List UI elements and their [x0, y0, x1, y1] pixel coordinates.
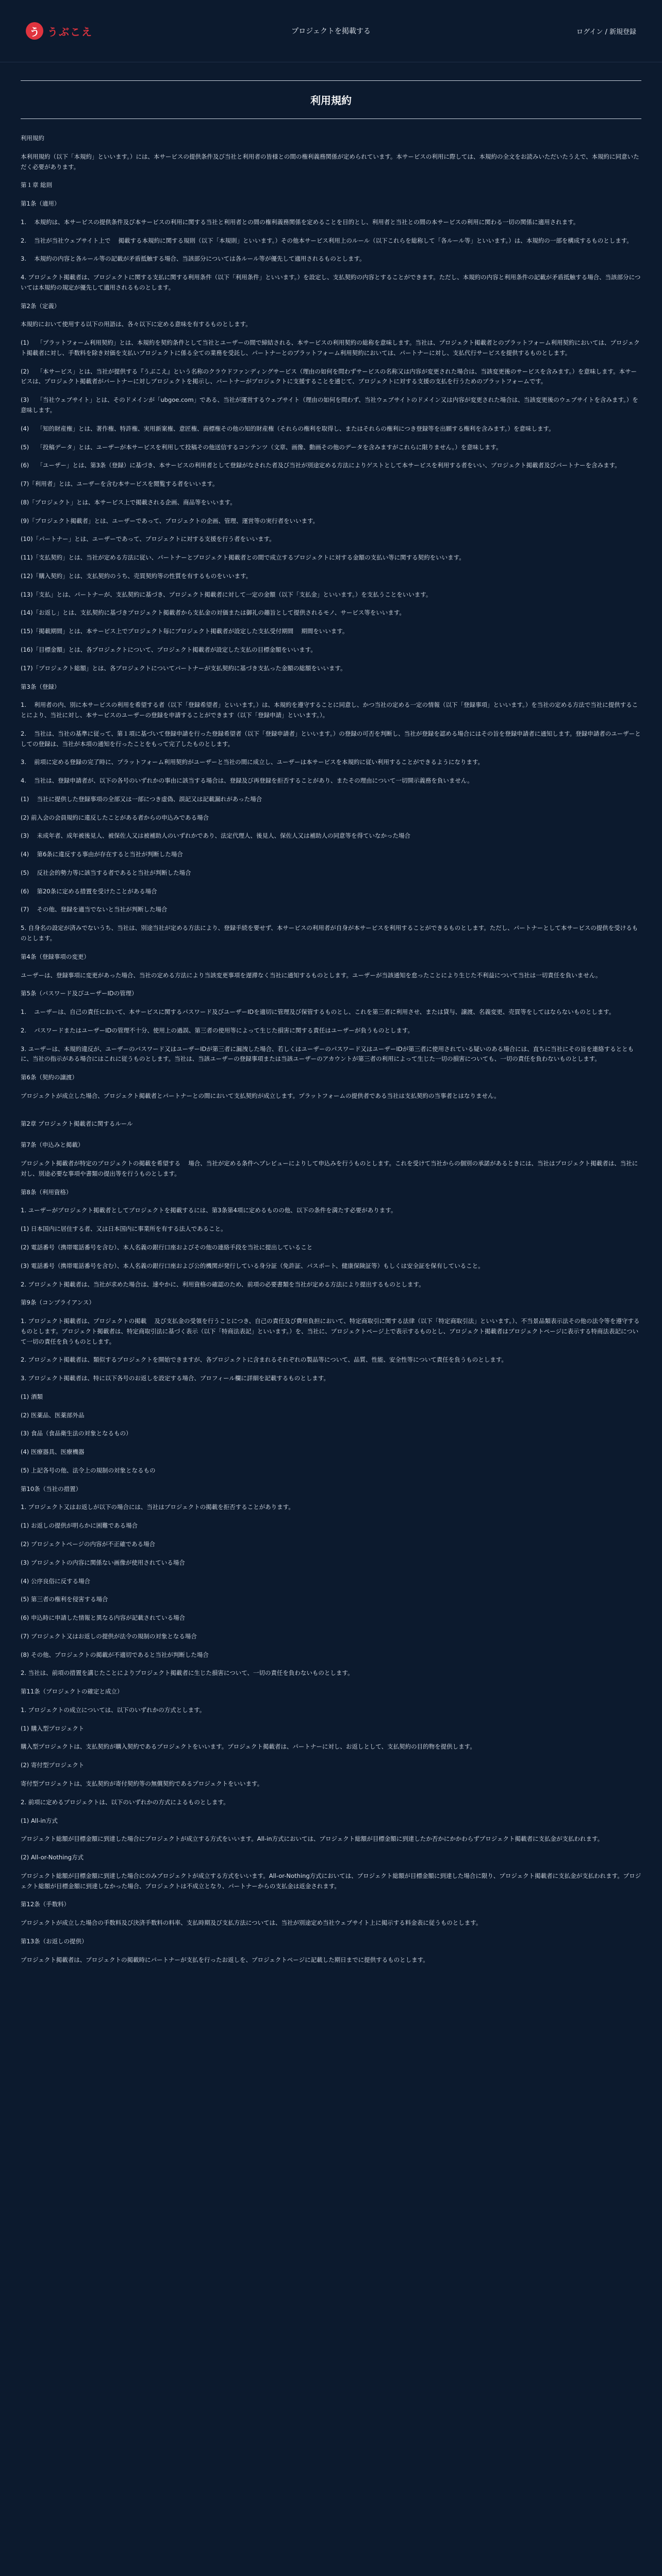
section-heading: 第9条（コンプライアンス） [21, 1299, 95, 1307]
terms-paragraph: 1. プロジェクト又はお返しが以下の場合には、当社はプロジェクトの掲載を拒否することがあります。 [21, 1503, 294, 1511]
terms-paragraph: (6) 申込時に申請した情報と異なる内容が記載されている場合 [21, 1614, 185, 1622]
terms-content [0, 119, 662, 1965]
terms-paragraph: (2) 寄付型プロジェクト [21, 1761, 85, 1769]
terms-paragraph: プロジェクト総額が目標金額に到達した場合にプロジェクトが成立する方式をいいます。All-in方式においては、プロジェクト総額が目標金額に到達したか否かにかかわらずプロジェクト掲載者に支払金が支払われます。 [21, 1835, 604, 1843]
site-logo[interactable] [26, 22, 93, 40]
login-signup-link[interactable]: ログイン / 新規登録 [576, 28, 636, 36]
terms-paragraph: (2) 医薬品、医薬部外品 [21, 1411, 85, 1419]
terms-paragraph: 1. プロジェクト掲載者は、プロジェクトの掲載 及び支払金の受領を行うことにつき、自己の責任及び費用負担において、特定商取引に関する法律（以下「特定商取引法」といいます。）、不当景品類表示法その他の法令等を遵守するものとします。プロジェクト掲載者は、特定商取引法に基づく表示（以下「特商法表記」といいます。）を、当社に、プロジェクトページ上で表示するものとし、プロジェクト掲載者はプロジェクトページに表示する特商法表記について一切の責任を負うものとします。 [21, 1317, 640, 1345]
terms-paragraph: 1. ユーザーがプロジェクト掲載者としてプロジェクトを掲載するには、第3条第4項に定めるものの他、以下の条件を満たす必要があります。 [21, 1207, 397, 1214]
terms-paragraph: (7) その他、登録を適当でないと当社が判断した場合 [21, 906, 168, 913]
terms-paragraph: プロジェクト掲載者は、プロジェクトの掲載時にパートナーが支払を行ったお返しを、プロジェクトページに記載した期日までに提供するものとします。 [21, 1956, 429, 1963]
terms-paragraph: (5) 「投稿データ」とは、ユーザーが本サービスを利用して投稿その他送信するコンテンツ（文章、画像、動画その他のデータを含みますがこれらに限りません。）を意味します。 [21, 443, 502, 451]
terms-paragraph: (8) その他、プロジェクトの掲載が不適切であると当社が判断した場合 [21, 1651, 209, 1658]
section-heading: 第10条（当社の措置） [21, 1485, 82, 1493]
terms-paragraph: 購入型プロジェクトは、支払契約が購入契約であるプロジェクトをいいます。プロジェクト掲載者は、パートナーに対し、お返しとして、支払契約の目的物を提供します。 [21, 1743, 476, 1751]
terms-paragraph: (14)「お返し」とは、支払契約に基づきプロジェクト掲載者から支払金の対価または御礼の趣旨として提供されるモノ、サービス等をいいます。 [21, 609, 405, 617]
terms-paragraph: (3) 電話番号（携帯電話番号を含む）、本人名義の銀行口座および公的機関が発行している身分証（免許証、パスポート、健康保険証等）もしくは安全証を保有していること。 [21, 1262, 484, 1269]
terms-paragraph: (5) 反社会的勢力等に該当する者であると当社が判断した場合 [21, 869, 191, 876]
terms-paragraph: (4) 公序良俗に反する場合 [21, 1577, 90, 1585]
terms-paragraph: (5) 上記各号の他、法令上の規制の対象となるもの [21, 1466, 156, 1474]
site-header [0, 0, 662, 62]
terms-paragraph: (3) 食品（食品衛生法の対象となるもの） [21, 1430, 132, 1437]
terms-paragraph: 本規約において使用する以下の用語は、各々以下に定める意味を有するものとします。 [21, 320, 252, 328]
terms-paragraph: 3. プロジェクト掲載者は、特に以下各号のお返しを設定する場合、プロフィール欄に詳細を記載するものとします。 [21, 1375, 329, 1382]
terms-paragraph: 本利用規約（以下「本規約」といいます。）には、本サービスの提供条件及び当社と利用者の皆様との間の権利義務関係が定められています。本サービスの利用に際しては、本規約の全文をお読みいただいたうえで、本規約に同意いただく必要があります。 [21, 152, 639, 171]
terms-paragraph: 2. 当社が当社ウェブサイト上で 掲載する本規約に関する規則（以下「本規則」といいます。）その他本サービス利用上のルール（以下これらを総称して「各ルール等」といいます。）は、本規約の一部を構成するものとします。 [21, 236, 633, 244]
terms-paragraph: (9)「プロジェクト掲載者」とは、ユーザーであって、プロジェクトの企画、管理、運営等の実行者をいいます。 [21, 517, 319, 524]
terms-paragraph: (2) 前入会の会員規約に違反したことがある者からの申込みである場合 [21, 814, 209, 821]
terms-paragraph: 1. ユーザーは、自己の責任において、本サービスに関するパスワード及びユーザーIDを適切に管理及び保管するものとし、これを第三者に利用させ、または貸与、譲渡、名義変更、売買等をしてはならないものとします。 [21, 1008, 615, 1016]
page-title: 利用規約 [310, 94, 352, 107]
terms-paragraph: ユーザーは、登録事項に変更があった場合、当社の定める方法により当該変更事項を遅滞なく当社に通知するものとします。ユーザーが当該通知を怠ったことにより生じた不利益について当社は一切責任を負いません。 [21, 971, 602, 979]
terms-paragraph: 3. 前項に定める登録の完了時に、プラットフォーム利用契約がユーザーと当社の間に成立し、ユーザーは本サービスを本規約に従い利用することができるようになります。 [21, 758, 484, 766]
terms-paragraph: プロジェクトが成立した場合、プロジェクト掲載者とパートナーとの間において支払契約が成立します。プラットフォームの提供者である当社は支払契約の当事者とはなりません。 [21, 1092, 500, 1099]
section-heading: 第2条（定義） [21, 302, 60, 310]
terms-paragraph: (2) プロジェクトページの内容が不正確である場合 [21, 1540, 155, 1548]
terms-paragraph: (7) プロジェクト又はお返しの提供が法令の規制の対象となる場合 [21, 1632, 197, 1640]
section-heading: 第11条（プロジェクトの確定と成立） [21, 1688, 123, 1696]
terms-paragraph: (15)「掲載期間」とは、本サービス上でプロジェクト毎にプロジェクト掲載者が設定した支払受付期間 期間をいいます。 [21, 628, 349, 635]
terms-paragraph: (3) 未成年者、成年被後見人、被保佐人又は被補助人のいずれかであり、法定代理人、後見人、保佐人又は補助人の同意等を得ていなかった場合 [21, 832, 410, 840]
terms-paragraph: (1) お返しの提供が明らかに困難である場合 [21, 1522, 138, 1530]
section-heading: 利用規約 [21, 134, 44, 142]
terms-paragraph: (7)「利用者」とは、ユーザーを含む本サービスを閲覧する者をいいます。 [21, 480, 219, 488]
terms-paragraph: (4) 第6条に違反する事由が存在すると当社が判断した場合 [21, 851, 183, 858]
terms-paragraph: 2. 当社は、前項の措置を講じたことによりプロジェクト掲載者に生じた損害について、一切の責任を負わないものとします。 [21, 1669, 354, 1677]
section-heading: 第4条（登録事項の変更） [21, 953, 90, 960]
terms-paragraph: (5) 第三者の権利を侵害する場合 [21, 1596, 108, 1603]
terms-paragraph: (1) 酒類 [21, 1393, 43, 1400]
terms-paragraph: (4) 「知的財産権」とは、著作権、特許権、実用新案権、意匠権、商標権その他の知的財産権（それらの権利を取得し、またはそれらの権利につき登録等を出願する権利を含みます。）を意味します。 [21, 425, 555, 432]
terms-paragraph: 2. 当社は、当社の基準に従って、第１項に基づいて登録申請を行った登録希望者（以下「登録申請者」といいます。）の登録の可否を判断し、当社が登録を認める場合にはその旨を登録申請者に通知します。登録申請者のユーザーとしての登録は、当社が本項の通知を行ったことをもって完了したものとします。 [21, 730, 641, 748]
terms-paragraph: (6) 第20条に定める措置を受けたことがある場合 [21, 887, 157, 895]
terms-paragraph: (16)「目標金額」とは、各プロジェクトについて、プロジェクト掲載者が設定した支払の目標金額をいいます。 [21, 646, 317, 653]
terms-paragraph: プロジェクト総額が目標金額に到達した場合にのみプロジェクトが成立する方式をいいます。All-or-Nothing方式においては、プロジェクト総額が目標金額に到達した場合に限り、プロジェクト掲載者に支払金が支払われます。プロジェクト総額が目標金額に到達しなかった場合、プロジェクトは不成立となり、パートナーからの支払金は返金されます。 [21, 1872, 641, 1890]
section-heading: 第１章 総則 [21, 181, 53, 189]
section-heading: 第8条（利用資格） [21, 1188, 72, 1196]
terms-paragraph: プロジェクト掲載者が特定のプロジェクトの掲載を希望する 場合、当社が定める条件へプレビューによりして申込みを行うものとします。これを受けて当社からの個別の承諾があるときには、当社はプロジェクト掲載者は、当社に対し、別途必要な事項や書類の提出等を行うものとします。 [21, 1160, 638, 1177]
section-heading: 第5条（パスワード及びユーザーIDの管理） [21, 990, 138, 997]
post-project-link[interactable]: プロジェクトを掲載する [291, 27, 371, 36]
terms-paragraph: 2. 前項に定めるプロジェクトは、以下のいずれかの方式によるものとします。 [21, 1798, 229, 1806]
terms-paragraph: 3. ユーザーは、本規約違反が、ユーザーのパスワード又はユーザーIDが第三者に漏洩した場合、若しくはユーザーのパスワード又はユーザーIDが第三者に使用されている疑いのある場合には、直ちに当社にその旨を連絡するとともに、当社の指示がある場合にはこれに従うものとします。当社は、当該ユーザーの登録事項または当該ユーザーのアカウントが第三者の利用によって生じた一切の損害についても、一切の責任を負わないものとします。 [21, 1045, 634, 1063]
terms-paragraph: 2. プロジェクト掲載者は、類似するプロジェクトを開始できますが、各プロジェクトに含まれるそれぞれの製品等について、品質、性能、安全性等について責任を負うものとします。 [21, 1356, 507, 1364]
terms-paragraph: (4) 医療器具、医療機器 [21, 1448, 85, 1456]
terms-paragraph: 2. プロジェクト掲載者は、当社が求めた場合は、速やかに、利用資格の確認のため、前項の必要書類を当社が定める方法により提出するものとします。 [21, 1280, 425, 1288]
terms-paragraph: 1. プロジェクトの成立については、以下のいずれかの方式とします。 [21, 1706, 206, 1714]
section-heading: 第3条（登録） [21, 683, 60, 690]
terms-paragraph: (2) 「本サービス」とは、当社が提供する『うぶこえ』という名称のクラウドファンディングサービス（理由の如何を問わずサービスの名称又は内容が変更された場合は、当該変更後のサービスを含みます。）を意味します。本サービスは、プロジェクト掲載者がパートナーに対しプロジェクトを掲示し、パートナーがプロジェクトに支援することを通じて、プロジェクトに対する支援の支払を行うためのプラットフォームです。 [21, 367, 637, 385]
terms-paragraph: プロジェクトが成立した場合の手数料及び決済手数料の料率、支払時期及び支払方法については、当社が別途定め当社ウェブサイト上に掲示する料金表に従うものとします。 [21, 1919, 482, 1927]
terms-paragraph: 1. 本規約は、本サービスの提供条件及び本サービスの利用に関する当社と利用者との間の権利義務関係を定めることを目的とし、利用者と当社との間の本サービスの利用に関わる一切の関係に適用されます。 [21, 218, 580, 226]
terms-paragraph: 4. プロジェクト掲載者は、プロジェクトに関する支払に関する利用条件（以下「利用条件」といいます。）を設定し、支払契約の内容とすることができます。ただし、本規約の内容と利用条件の記載が矛盾抵触する場合、当該部分については本規約の規定が優先して適用されるものとします。 [21, 274, 641, 291]
section-heading: 第6条（契約の譲渡） [21, 1074, 78, 1081]
terms-paragraph: (6) 「ユーザー」とは、第3条（登録）に基づき、本サービスの利用者として登録がなされた者及び当社が別途定める方法によりゲストとして本サービスを利用する者をいい、プロジェクト掲載者及びパートナーを含みます。 [21, 462, 621, 469]
section-heading: 第2章 プロジェクト掲載者に関するルール [21, 1120, 133, 1127]
logo-icon: う [26, 22, 43, 40]
section-heading: 第13条（お返しの提供） [21, 1937, 88, 1945]
terms-paragraph: (1) 当社に提供した登録事項の全部又は一部につき虚偽、誤記又は記載漏れがあった場合 [21, 795, 262, 803]
logo-text: うぶこえ [47, 25, 93, 38]
terms-paragraph: (11)「支払契約」とは、当社が定める方法に従い、パートナーとプロジェクト掲載者との間で成立するプロジェクトに対する金額の支払い等に関する契約をいいます。 [21, 554, 465, 562]
section-heading: 第12条（手数料） [21, 1901, 70, 1908]
terms-paragraph: (8)「プロジェクト」とは、本サービス上で掲載される企画、商品等をいいます。 [21, 498, 236, 506]
page-title-section [21, 80, 641, 119]
terms-paragraph: (1) All-in方式 [21, 1817, 58, 1824]
terms-paragraph: (3) 「当社ウェブサイト」とは、そのドメインが「ubgoe.com」である、当社が運営するウェブサイト（理由の如何を問わず、当社ウェブサイトのドメイン又は内容が変更された場合は、当該変更後のウェブサイトを含みます。）を意味します。 [21, 396, 638, 414]
terms-paragraph: 寄付型プロジェクトは、支払契約が寄付契約等の無償契約であるプロジェクトをいいます。 [21, 1780, 263, 1787]
terms-paragraph: 2. パスワードまたはユーザーIDの管理不十分、使用上の過誤、第三者の使用等によって生じた損害に関する責任はユーザーが負うものとします。 [21, 1026, 413, 1034]
terms-paragraph: (2) 電話番号（携帯電話番号を含む）、本人名義の銀行口座およびその他の連絡手段を当社に提出していること [21, 1244, 313, 1251]
section-heading: 第7条（申込みと掲載） [21, 1141, 84, 1149]
terms-paragraph: 3. 本規約の内容と各ルール等の記載が矛盾抵触する場合、当該部分については各ルール等が優先して適用されるものとします。 [21, 255, 366, 263]
terms-paragraph: (1) 日本国内に居住する者、又は日本国内に事業所を有する法人であること。 [21, 1225, 227, 1233]
terms-paragraph: (1) 「プラットフォーム利用契約」とは、本規約を契約条件として当社とユーザーの間で締結される、本サービスの利用契約の総称を意味します。当社は、プロジェクト掲載者とのプラットフォーム利用契約においては、プロジェクト掲載者に対し、手数料を除き対価を支払いプロジェクトに係る全ての業務を受託し、パートナーとのプラットフォーム利用契約においては、パートナーに対し、支払代行サービスを提供するものとします。 [21, 339, 640, 357]
terms-paragraph: (12)「購入契約」とは、支払契約のうち、売買契約等の性質を有するものをいいます。 [21, 572, 252, 580]
terms-paragraph: (1) 購入型プロジェクト [21, 1724, 85, 1732]
section-heading: 第1条（適用） [21, 200, 60, 208]
terms-paragraph: (3) プロジェクトの内容に関係ない画像が使用されている場合 [21, 1558, 185, 1566]
terms-paragraph: (2) All-or-Nothing方式 [21, 1854, 84, 1861]
terms-paragraph: (10)「パートナー」とは、ユーザーであって、プロジェクトに対する支援を行う者をいいます。 [21, 535, 275, 543]
terms-paragraph: (17)「プロジェクト総額」とは、各プロジェクトについてパートナーが支払契約に基づき支払った金額の総額をいいます。 [21, 664, 346, 672]
terms-paragraph: 1. 利用者の内、別に本サービスの利用を希望する者（以下「登録希望者」といいます。）は、本規約を遵守することに同意し、かつ当社の定める一定の情報（以下「登録事項」といいます。）を当社の定める方法で当社に提供することにより、当社に対し、本サービスのユーザーの登録を申請することができます（以下「登録申請」といいます。）。 [21, 701, 638, 719]
terms-paragraph: (13)「支払」とは、パートナーが、支払契約に基づき、プロジェクト掲載者に対して一定の金額（以下「支払金」といいます。）を支払うことをいいます。 [21, 590, 432, 598]
terms-paragraph: 4. 当社は、登録申請者が、以下の各号のいずれかの事由に該当する場合は、登録及び再登録を拒否することがあり、またその理由について一切開示義務を負いません。 [21, 777, 473, 785]
terms-paragraph: 5. 自身名の設定が済みでないうち、当社は、別途当社が定める方法により、登録手続を要せず、本サービスの利用者が自身が本サービスを利用することができるものとします。ただし、パートナーとして本サービスの提供を受けるものとします。 [21, 924, 638, 942]
